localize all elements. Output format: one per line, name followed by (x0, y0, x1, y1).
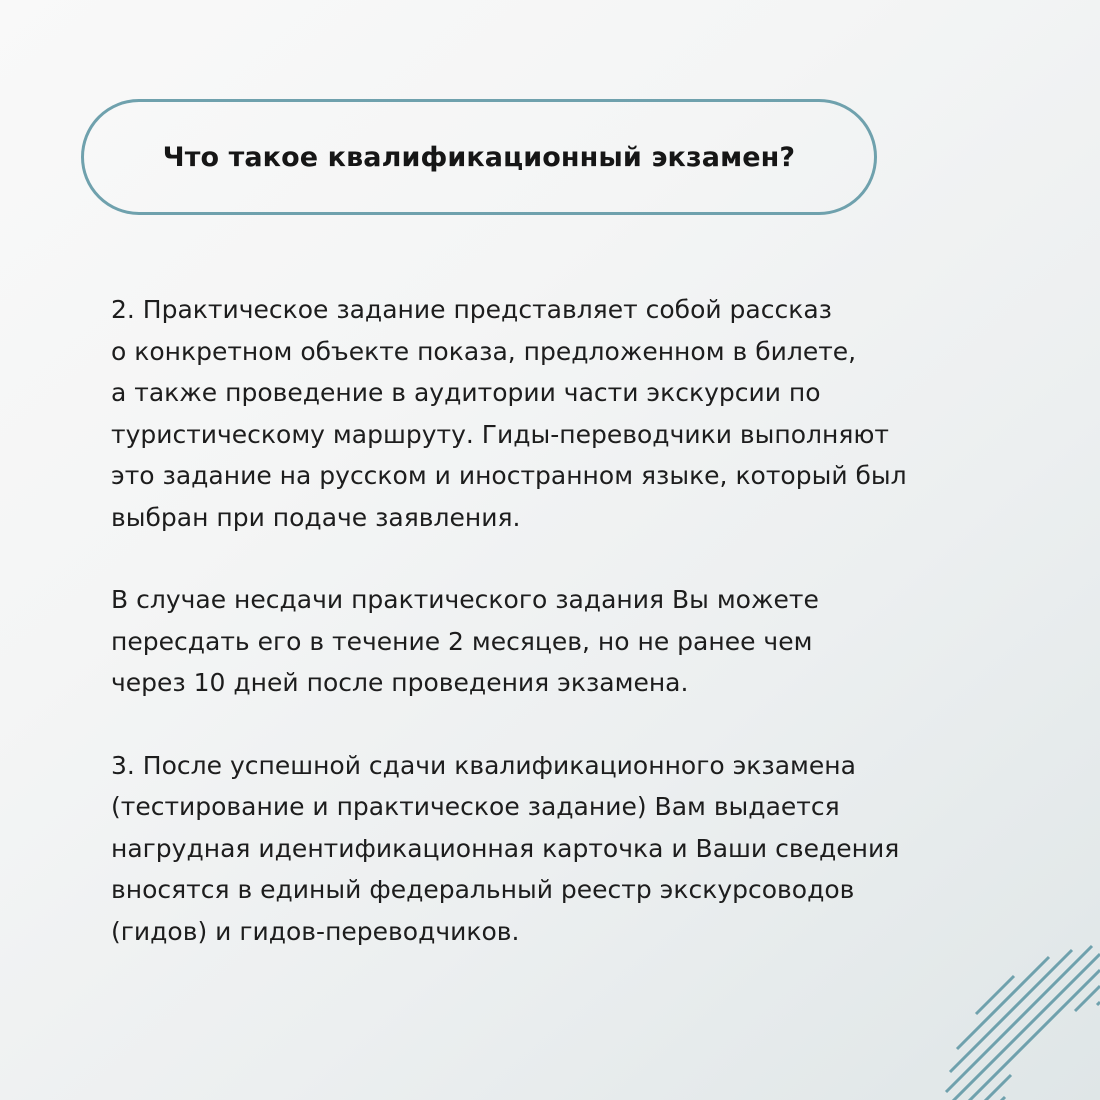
diagonal-stripes-decoration (860, 860, 1100, 1100)
decor-stripe (952, 954, 1100, 1100)
text-line: 2. Практическое задание представляет собой рассказ (111, 295, 832, 324)
title-pill (81, 99, 877, 215)
decor-stripe (983, 1075, 1011, 1100)
text-line: нагрудная идентификационная карточка и Ваши сведения (111, 833, 900, 863)
text-line: это задание на русском и иностранном языке, который был (111, 461, 907, 490)
text-line: пересдать его в течение 2 месяцев, но не ранее чем (111, 626, 813, 656)
decor-stripe (976, 976, 1014, 1014)
paragraph-spacer (111, 538, 1011, 579)
text-line: вносятся в единый федеральный реестр экскурсоводов (111, 875, 855, 904)
text-line: (гидов) и гидов-переводчиков. (111, 916, 520, 946)
decor-stripe (950, 950, 1072, 1072)
page-title: Что такое квалификационный экзамен? (162, 141, 796, 173)
text-line: В случае несдачи практического задания Вы можете (111, 585, 819, 614)
paragraph-retake (111, 579, 1011, 704)
paragraph-practical-task (111, 289, 1011, 538)
paragraph-spacer (111, 704, 1011, 745)
text-line: через 10 дней после проведения экзамена. (111, 668, 689, 697)
decor-stripe (946, 946, 1092, 1092)
text-line: 3. После успешной сдачи квалификационного экзамена (111, 750, 856, 780)
text-line: о конкретном объекте показа, предложенном в билете, (111, 336, 857, 366)
text-line: а также проведение в аудитории части экскурсии по (111, 378, 821, 407)
body-text (111, 289, 1011, 952)
text-line: выбран при подаче заявления. (111, 502, 521, 532)
text-line: (тестирование и практическое задание) Вам выдается (111, 792, 840, 821)
text-line: туристическому маршруту. Гиды-переводчики выполняют (111, 419, 889, 449)
